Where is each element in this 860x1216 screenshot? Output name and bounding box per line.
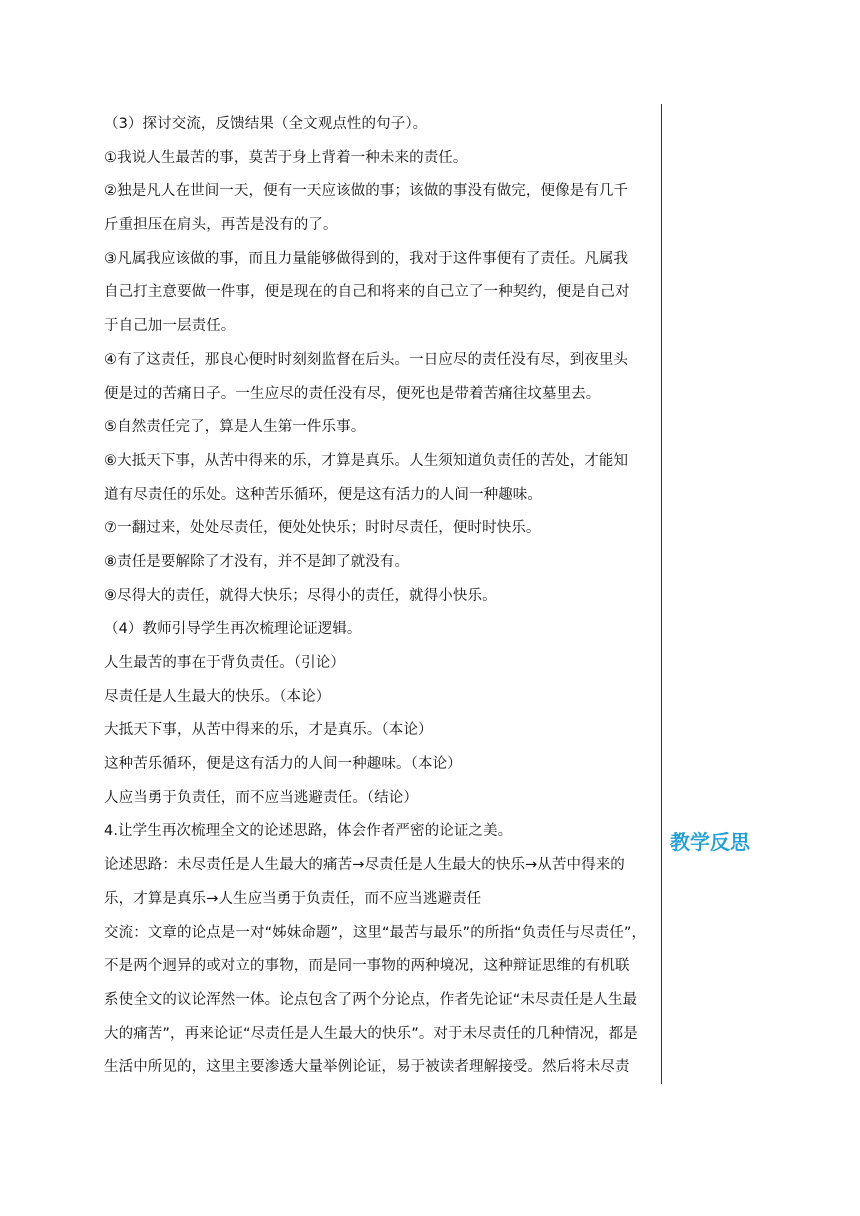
text-line: ②独是凡人在世间一天，便有一天应该做的事；该做的事没有做完，便像是有几千 xyxy=(104,183,629,200)
text-line: ⑦一翻过来，处处尽责任，便处处快乐；时时尽责任，便时时快乐。 xyxy=(104,520,541,537)
text-line: ⑤自然责任完了，算是人生第一件乐事。 xyxy=(104,419,366,436)
text-line: 自己打主意要做一件事，便是现在的自己和将来的自己立了一种契约，便是自己对 xyxy=(104,284,630,301)
teaching-reflection-title: 教学反思 xyxy=(670,830,750,854)
text-line: 大的痛苦”，再来论证“尽责任是人生最大的快乐”。对于未尽责任的几种情况，都是 xyxy=(104,1025,638,1042)
text-line: 论述思路：未尽责任是人生最大的痛苦→尽责任是人生最大的快乐→从苦中得来的 xyxy=(104,857,625,874)
text-line: 于自己加一层责任。 xyxy=(104,318,236,335)
text-line: 人生最苦的事在于背负责任。（引论） xyxy=(104,655,345,671)
text-line: 大抵天下事，从苦中得来的乐，才是真乐。（本论） xyxy=(104,722,433,739)
text-line: 道有尽责任的乐处。这种苦乐循环，便是这有活力的人间一种趣味。 xyxy=(104,486,542,503)
text-line: ⑧责任是要解除了才没有，并不是卸了就没有。 xyxy=(104,553,410,570)
text-line: 生活中所见的，这里主要渗透大量举例论证，易于被读者理解接受。然后将未尽责 xyxy=(104,1059,630,1076)
text-line: ③凡属我应该做的事，而且力量能够做得到的，我对于这件事便有了责任。凡属我 xyxy=(104,250,629,267)
lesson-content-column xyxy=(104,108,660,1085)
text-line: ④有了这责任，那良心便时时刻刻监督在后头。一日应尽的责任没有尽，到夜里头 xyxy=(104,351,629,368)
text-line: ⑥大抵天下事，从苦中得来的乐，才算是真乐。人生须知道负责任的苦处，才能知 xyxy=(104,452,629,469)
text-line: 人应当勇于负责任，而不应当逃避责任。（结论） xyxy=(104,789,418,806)
text-line: （4）教师引导学生再次梳理论证逻辑。 xyxy=(104,621,362,638)
text-line: 乐，才算是真乐→人生应当勇于负责任，而不应当逃避责任 xyxy=(104,890,482,907)
text-line: 尽责任是人生最大的快乐。（本论） xyxy=(104,688,331,705)
text-line: 斤重担压在肩头，再苦是没有的了。 xyxy=(104,217,338,234)
text-line: （3）探讨交流，反馈结果（全文观点性的句子）。 xyxy=(104,116,428,132)
text-line: 这种苦乐循环，便是这有活力的人间一种趣味。（本论） xyxy=(104,756,462,773)
text-line: 交流：文章的论点是一对“姊妹命题”，这里“最苦与最乐”的所指“负责任与尽责任”， xyxy=(104,924,647,941)
text-line: 便是过的苦痛日子。一生应尽的责任没有尽，便死也是带着苦痛往坟墓里去。 xyxy=(104,385,601,402)
text-line: 4.让学生再次梳理全文的论述思路，体会作者严密的论证之美。 xyxy=(104,823,513,840)
text-line: 不是两个迥异的或对立的事物，而是同一事物的两种境况，这种辩证思维的有机联 xyxy=(104,958,630,975)
text-line: ⑨尽得大的责任，就得大快乐；尽得小的责任，就得小快乐。 xyxy=(104,587,497,604)
text-line: ①我说人生最苦的事，莫苦于身上背着一种未来的责任。 xyxy=(104,149,468,166)
column-divider xyxy=(661,104,662,1084)
text-line: 系使全文的议论浑然一体。论点包含了两个分论点，作者先论证“未尽责任是人生最 xyxy=(104,991,638,1008)
